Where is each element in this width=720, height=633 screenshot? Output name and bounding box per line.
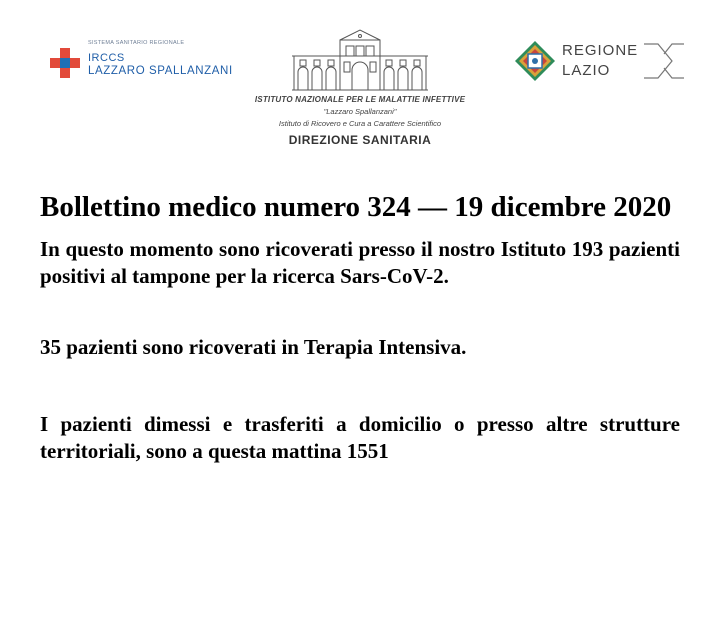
bulletin-paragraph-discharged: I pazienti dimessi e trasferiti a domicilio o presso altre strutture territoriali, sono a questa mattina 1551 <box>40 412 680 463</box>
bulletin-paragraph-intensive-care: 35 pazienti sono ricoverati in Terapia Intensiva. <box>40 335 467 359</box>
department-name: DIREZIONE SANITARIA <box>288 133 432 147</box>
institute-description: Istituto di Ricovero e Cura a Carattere Scientifico <box>278 119 442 128</box>
bulletin-paragraph-hospitalized: In questo momento sono ricoverati presso il nostro Istituto 193 pazienti positivi al tampone per la ricerca Sars-CoV-2. <box>40 237 680 288</box>
institute-building-icon <box>288 26 432 92</box>
bulletin-title: Bollettino medico numero 324 — 19 dicembre 2020 <box>40 191 672 223</box>
lazio-x-mark-icon <box>642 40 686 82</box>
logo-small-text: SISTEMA SANITARIO REGIONALE <box>88 40 185 46</box>
bulletin-body <box>40 190 680 465</box>
irccs-spallanzani-logo <box>48 38 238 88</box>
regione-lazio-logo <box>514 38 684 86</box>
medical-cross-icon <box>50 48 80 78</box>
institute-subname: "Lazzaro Spallanzani" <box>323 107 397 116</box>
institute-name: ISTITUTO NAZIONALE PER LE MALATTIE INFETTIVE <box>254 95 466 104</box>
regione-lazio-emblem-icon <box>514 40 556 82</box>
letterhead <box>0 0 720 160</box>
institute-name-block <box>220 95 500 147</box>
lazio-text: LAZIO <box>562 62 611 79</box>
regione-text: REGIONE <box>562 42 639 59</box>
logo-line-spallanzani: LAZZARO SPALLANZANI <box>88 65 233 77</box>
logo-line-irccs: IRCCS <box>88 52 125 64</box>
